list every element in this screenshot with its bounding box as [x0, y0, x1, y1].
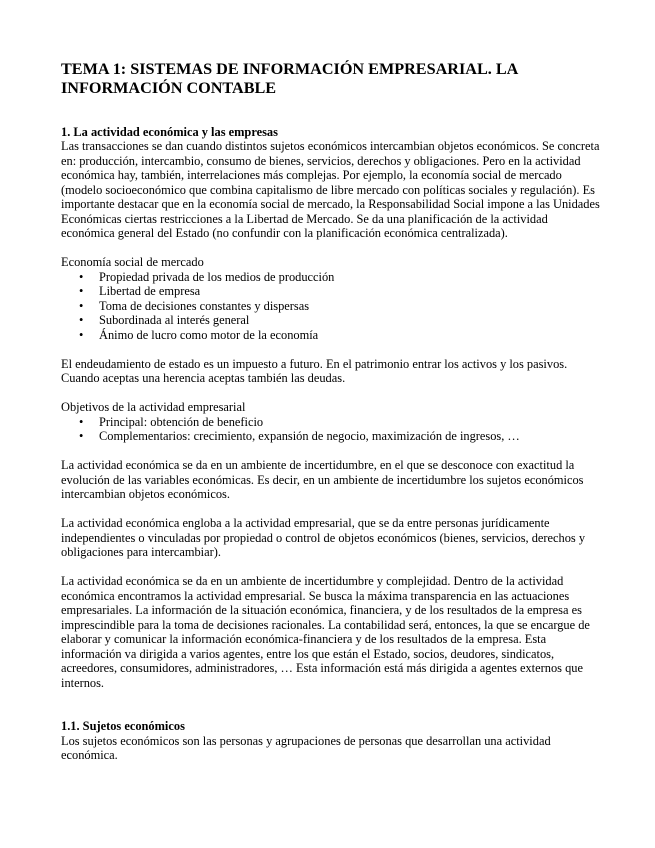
document-title: TEMA 1: SISTEMAS DE INFORMACIÓN EMPRESARIAL. LA INFORMACIÓN CONTABLE	[61, 60, 518, 97]
uncertainty-paragraph: La actividad económica se da en un ambiente de incertidumbre, en el que se desconoce con exactitud la evolución de las variables económicas. Es decir, en un ambiente de incertidumbre los sujetos económicos intercambian objetos económicos.	[61, 458, 584, 502]
market-economy-list	[61, 255, 601, 342]
list-item: • Propiedad privada de los medios de producción	[79, 270, 601, 285]
economic-subjects-paragraph: Los sujetos económicos son las personas y agrupaciones de personas que desarrollan una actividad económica.	[61, 733, 551, 763]
list-item: • Complementarios: crecimiento, expansión de negocio, maximización de ingresos, …	[79, 429, 601, 444]
business-objectives-list	[61, 400, 601, 444]
business-objectives-list-title: Objetivos de la actividad empresarial	[61, 400, 246, 415]
business-activity-paragraph: La actividad económica engloba a la actividad empresarial, que se da entre personas jurídicamente independientes o vinculadas por propiedad o control de objetos económicos (bienes, servicios, derechos y obligaciones para intercambiar).	[61, 516, 586, 560]
list-item: • Subordinada al interés general	[79, 313, 601, 328]
document-page	[61, 60, 601, 777]
market-economy-bullets	[61, 270, 601, 343]
section-heading-economic-activity: 1. La actividad económica y las empresas	[61, 125, 278, 139]
list-item: • Toma de decisiones constantes y dispersas	[79, 299, 601, 314]
business-objectives-bullets	[61, 415, 601, 444]
transparency-paragraph: La actividad económica se da en un ambiente de incertidumbre y complejidad. Dentro de la actividad económica encontramos la actividad empresarial. Se busca la máxima transparencia en las actuaciones empresariales. La información de la situación económica, financiera, y de los resultados de la empresa es imprescindible para la toma de decisiones racionales. La contabilidad será, entonces, la que se encargue de elaborar y comunicar la información económica-financiera y de los resultados de la empresa. Esta información va dirigida a varios agentes, entre los que están el Estado, socios, deudores, sindicatos, acreedores, consumidores, administradores, … Esta información está más dirigida a agentes externos que internos.	[61, 574, 590, 690]
list-item: • Principal: obtención de beneficio	[79, 415, 601, 430]
list-item: • Libertad de empresa	[79, 284, 601, 299]
debt-paragraph: El endeudamiento de estado es un impuesto a futuro. En el patrimonio entrar los activos y los pasivos. Cuando aceptas una herencia aceptas también las deudas.	[61, 356, 568, 386]
list-item: • Ánimo de lucro como motor de la economía	[79, 328, 601, 343]
section-heading-economic-subjects: 1.1. Sujetos económicos	[61, 719, 185, 734]
market-economy-list-title: Economía social de mercado	[61, 255, 204, 270]
intro-paragraph: Las transacciones se dan cuando distintos sujetos económicos intercambian objetos económicos. Se concreta en: producción, intercambio, consumo de bienes, servicios, derechos y obligaciones. Pero en la actividad económica hay, también, interrelaciones más complejas. Por ejemplo, la economía social de mercado (modelo socioeconómico que combina capitalismo de libre mercado con políticas sociales y regulación). Es importante destacar que en la economía social de mercado, la Responsabilidad Social impone a las Unidades Económicas ciertas restricciones a la Libertad de Mercado. Se da una planificación de la actividad económica general del Estado (no confundir con la planificación económica centralizada).	[61, 139, 600, 241]
